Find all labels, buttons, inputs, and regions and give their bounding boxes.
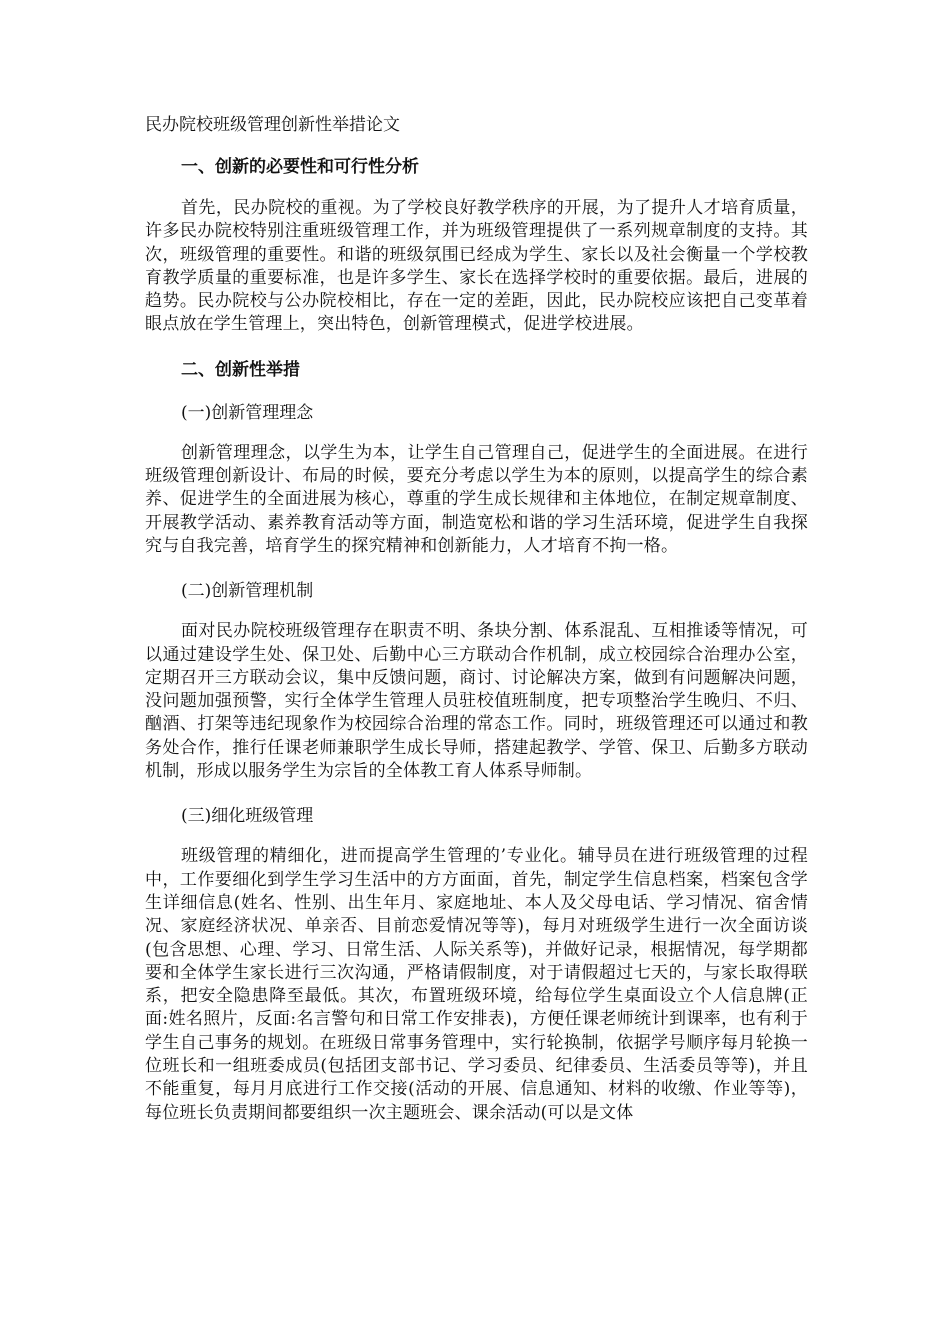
paragraph-feasibility: 首先，民办院校的重视。为了学校良好教学秩序的开展，为了提升人才培育质量，许多民办院校特别注重班级管理工作，并为班级管理提供了一系列规章制度的支持。其次，班级管理的重要性。和谐的班级氛围已经成为学生、家长以及社会衡量一个学校教育教学质量的重要标准，也是许多学生、家长在选择学校时的重要依据。最后，进展的趋势。民办院校与公办院校相比，存在一定的差距，因此，民办院校应该把自己变革着眼点放在学生管理上，突出特色，创新管理模式，促进学校进展。	[145, 198, 808, 335]
subsection-heading-management-mechanism: (二)创新管理机制	[181, 581, 314, 602]
paragraph-management-mechanism: 面对民办院校班级管理存在职责不明、条块分割、体系混乱、互相推诿等情况，可以通过建设学生处、保卫处、后勤中心三方联动合作机制，成立校园综合治理办公室，定期召开三方联动会议，集中反馈问题，商讨、讨论解决方案，做到有问题解决问题，没问题加强预警，实行全体学生管理人员驻校值班制度，把专项整治学生晚归、不归、酗酒、打架等违纪现象作为校园综合治理的常态工作。同时，班级管理还可以通过和教务处合作，推行任课老师兼职学生成长导师，搭建起教学、学管、保卫、后勤多方联动机制，形成以服务学生为宗旨的全体教工育人体系导师制。	[145, 621, 808, 782]
section-heading-1: 一、创新的必要性和可行性分析	[181, 157, 419, 177]
document-title: 民办院校班级管理创新性举措论文	[145, 115, 400, 135]
paragraph-class-management: 班级管理的精细化，进而提高学生管理的’专业化。辅导员在进行班级管理的过程中，工作要细化到学生学习生活中的方方面面，首先，制定学生信息档案，档案包含学生详细信息(姓名、性别、出生年月、家庭地址、本人及父母电话、学习情况、宿舍情况、家庭经济状况、单亲否、目前恋爱情况等等)，每月对班级学生进行一次全面访谈(包含思想、心理、学习、日常生活、人际关系等)，并做好记录，根据情况，每学期都要和全体学生家长进行三次沟通，严格请假制度，对于请假超过七天的，与家长取得联系，把安全隐患降至最低。其次，布置班级环境，给每位学生桌面设立个人信息牌(正面:姓名照片，反面:名言警句和日常工作安排表)，方便任课老师统计到课率，也有利于学生自己事务的规划。在班级日常事务管理中，实行轮换制，依据学号顺序每月轮换一位班长和一组班委成员(包括团支部书记、学习委员、纪律委员、生活委员等等)，并且不能重复，每月月底进行工作交接(活动的开展、信息通知、材料的收缴、作业等等)，每位班长负责期间都要组织一次主题班会、课余活动(可以是文体	[145, 846, 808, 1123]
subsection-heading-management-concept: (一)创新管理理念	[181, 402, 314, 423]
subsection-heading-class-management: (三)细化班级管理	[181, 806, 314, 827]
paragraph-management-concept: 创新管理理念，以学生为本，让学生自己管理自己，促进学生的全面进展。在进行班级管理创新设计、布局的时候，要充分考虑以学生为本的原则，以提高学生的综合素养、促进学生的全面进展为核心，尊重的学生成长规律和主体地位，在制定规章制度、开展教学活动、素养教育活动等方面，制造宽松和谐的学习生活环境，促进学生自我探究与自我完善，培育学生的探究精神和创新能力，人才培育不拘一格。	[145, 442, 808, 556]
section-heading-2: 二、创新性举措	[181, 359, 300, 380]
document-page	[145, 112, 808, 1145]
